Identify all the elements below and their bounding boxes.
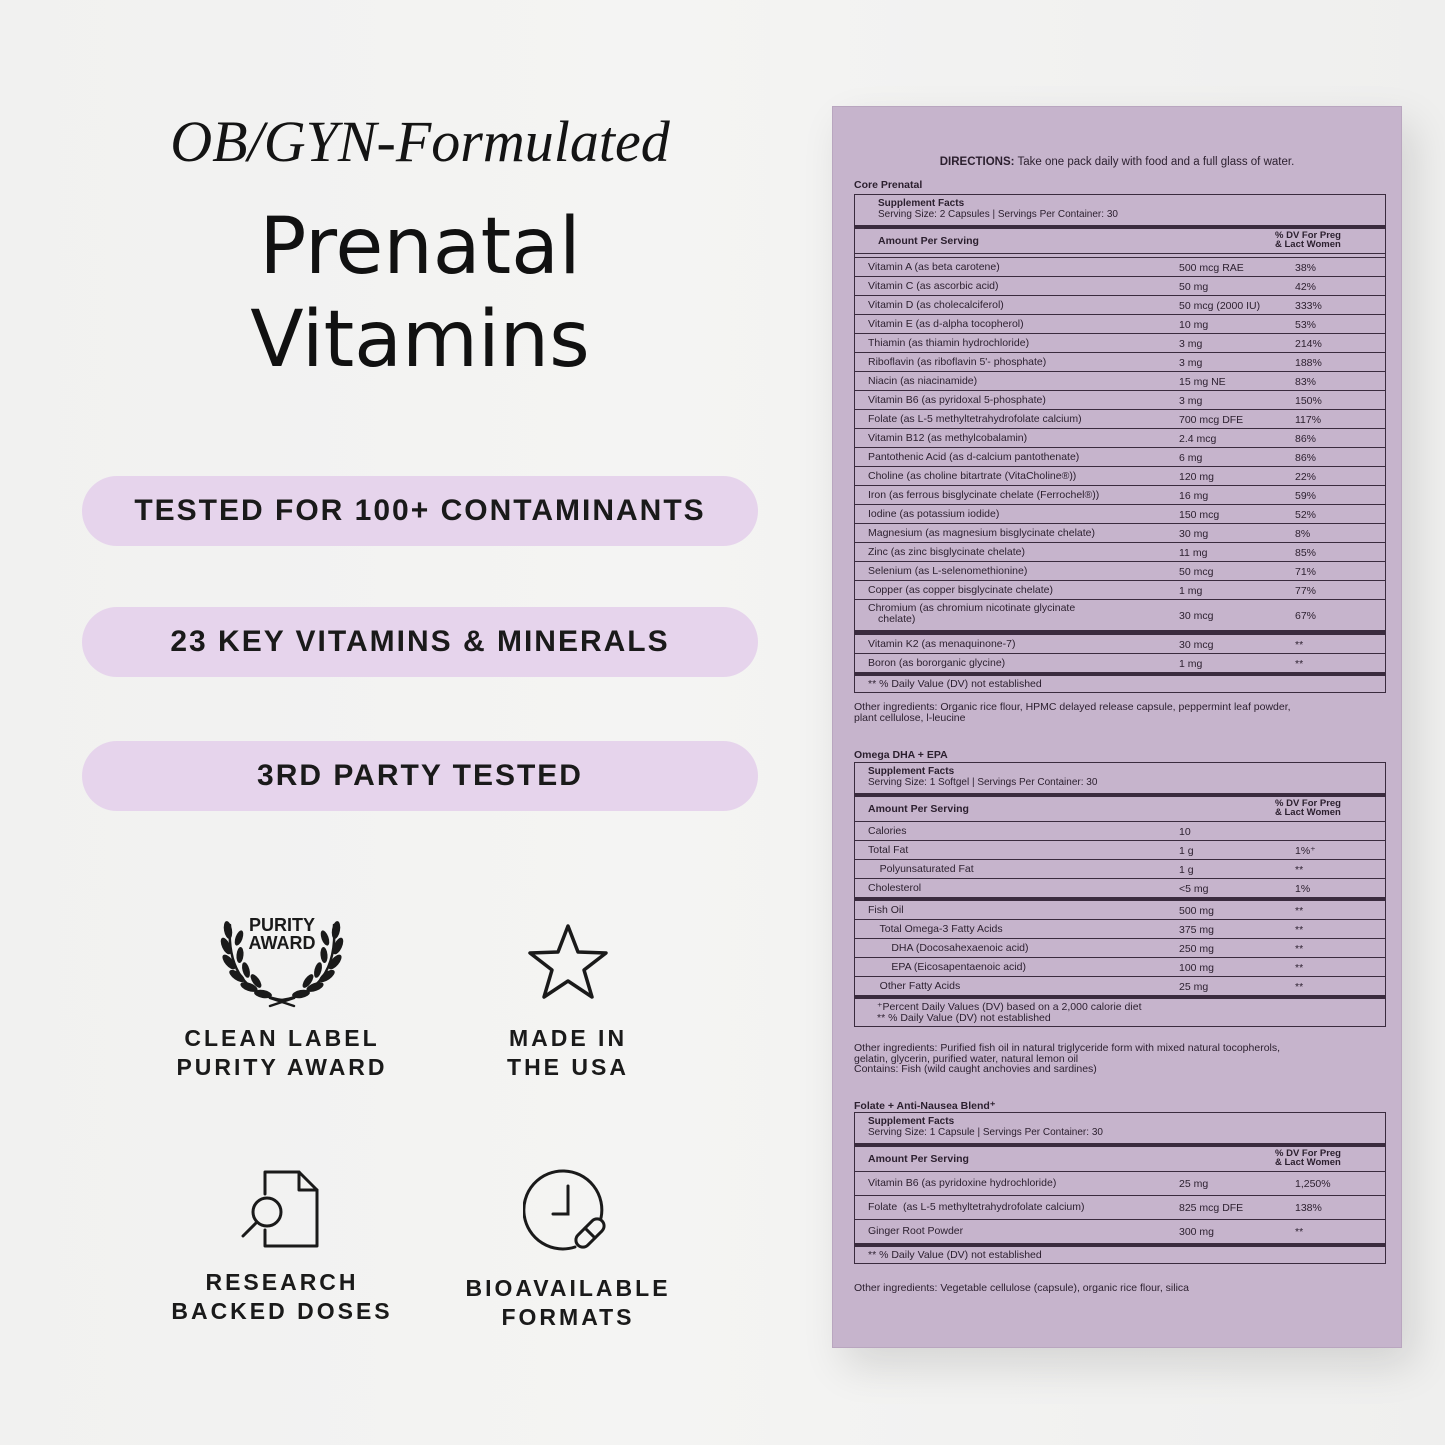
nutrient-name: Vitamin D (as cholecalciferol): [868, 299, 1004, 311]
dv-note: ** % Daily Value (DV) not established: [868, 678, 1042, 690]
nutrient-dv: 333%: [1295, 300, 1322, 312]
nutrient-row: [855, 486, 1385, 505]
nutrient-row: [855, 822, 1385, 841]
nutrient-amount: 120 mg: [1179, 471, 1215, 483]
nutrient-name: Copper (as copper bisglycinate chelate): [868, 584, 1054, 596]
nutrient-name: Niacin (as niacinamide): [868, 375, 978, 387]
nutrient-row: [855, 654, 1385, 672]
nutrient-amount: 700 mcg DFE: [1179, 414, 1244, 426]
nutrient-name: Iron (as ferrous bisglycinate chelate (Ferrochel®)): [868, 489, 1100, 501]
nutrient-row: [855, 258, 1385, 277]
nutrient-dv: 71%: [1295, 566, 1317, 578]
feature-research-backed: [132, 1168, 432, 1326]
nutrient-name: Polyunsaturated Fat: [868, 863, 974, 875]
nutrient-row: [855, 1220, 1385, 1243]
nutrient-row: [855, 562, 1385, 581]
sf-header: Supplement Facts Serving Size: 1 Softgel | Servings Per Container: 30: [868, 766, 1098, 788]
nutrient-row: [855, 391, 1385, 410]
nutrient-dv: 22%: [1295, 471, 1317, 483]
omega-facts-panel: [854, 762, 1386, 1027]
directions: DIRECTIONS: Take one pack daily with food and a full glass of water.: [939, 156, 1295, 168]
nutrient-name: Vitamin C (as ascorbic acid): [868, 280, 999, 292]
nutrient-row: [855, 315, 1385, 334]
nutrient-name: Selenium (as L-selenomethionine): [868, 565, 1028, 577]
nutrient-amount: 50 mcg: [1179, 566, 1214, 578]
nutrient-dv: **: [1295, 924, 1304, 936]
nutrient-amount: 30 mg: [1179, 528, 1209, 540]
nutrient-dv: 8%: [1295, 528, 1311, 540]
nutrient-dv: **: [1295, 981, 1304, 993]
nutrient-dv: **: [1295, 962, 1304, 974]
nutrient-name: Fish Oil: [868, 904, 904, 916]
nutrient-name: Riboflavin (as riboflavin 5'- phosphate): [868, 356, 1047, 368]
core-other-ingredients: Other ingredients: Organic rice flour, HPMC delayed release capsule, peppermint leaf powder, plant cellulose, l-leucine: [854, 701, 1291, 724]
nutrient-amount: 250 mg: [1179, 943, 1215, 955]
nutrient-row: [855, 939, 1385, 958]
nutrient-dv: 85%: [1295, 547, 1317, 559]
nutrient-row: [855, 277, 1385, 296]
nutrient-name: Zinc (as zinc bisglycinate chelate): [868, 546, 1025, 558]
nutrient-dv: 53%: [1295, 319, 1317, 331]
nutrient-amount: 6 mg: [1179, 452, 1203, 464]
nutrient-dv: 150%: [1295, 395, 1322, 407]
nutrient-dv: **: [1295, 905, 1304, 917]
nutrient-row: [855, 977, 1385, 995]
nutrient-row: [855, 1172, 1385, 1196]
folate-facts-panel: [854, 1112, 1386, 1264]
nutrient-amount: 1 mg: [1179, 658, 1203, 670]
nutrient-name: Choline (as choline bitartrate (VitaCholine®)): [868, 470, 1077, 482]
nutrient-amount: 3 mg: [1179, 338, 1203, 350]
nutrient-row: [855, 410, 1385, 429]
nutrient-name: Vitamin B12 (as methylcobalamin): [868, 432, 1028, 444]
nutrient-row: [855, 841, 1385, 860]
nutrient-amount: 3 mg: [1179, 395, 1203, 407]
pill-third-party: 3RD PARTY TESTED: [82, 741, 758, 811]
svg-text:PURITY: PURITY: [248, 915, 316, 935]
nutrient-amount: 375 mg: [1179, 924, 1215, 936]
nutrient-name: Calories: [868, 825, 907, 837]
nutrient-amount: 150 mcg: [1179, 509, 1220, 521]
nutrient-amount: 3 mg: [1179, 357, 1203, 369]
nutrient-amount: 11 mg: [1179, 547, 1208, 559]
nutrient-row: [855, 372, 1385, 391]
nutrient-name: Folate (as L-5 methyltetrahydrofolate calcium): [868, 413, 1082, 425]
title-line-2: Vitamins: [250, 295, 590, 385]
nutrient-name: Cholesterol: [868, 882, 922, 894]
nutrient-amount: 50 mg: [1179, 281, 1209, 293]
nutrient-dv: 86%: [1295, 433, 1317, 445]
nutrient-amount: 500 mcg RAE: [1179, 262, 1244, 274]
nutrient-name: Vitamin B6 (as pyridoxal 5-phosphate): [868, 394, 1046, 406]
nutrient-name: Vitamin E (as d-alpha tocopherol): [868, 318, 1024, 330]
nutrient-row: [855, 467, 1385, 486]
nutrient-row: [855, 1196, 1385, 1220]
nutrient-amount: 300 mg: [1179, 1226, 1215, 1238]
nutrient-amount: 2.4 mcg: [1179, 433, 1217, 445]
pill-contaminants: TESTED FOR 100+ CONTAMINANTS: [82, 476, 758, 546]
nutrient-row: [855, 543, 1385, 562]
nutrient-dv: **: [1295, 864, 1304, 876]
nutrient-dv: 214%: [1295, 338, 1322, 350]
nutrient-row: [855, 879, 1385, 897]
nutrient-amount: 500 mg: [1179, 905, 1215, 917]
amount-header: Amount Per Serving % DV For Preg & Lact Women: [855, 229, 1385, 254]
nutrient-dv: 1%⁺: [1295, 845, 1316, 857]
star-icon: [526, 920, 610, 1004]
feature-label: BIOAVAILABLE FORMATS: [465, 1275, 671, 1330]
nutrient-amount: 25 mg: [1179, 1178, 1209, 1190]
subtitle: OB/GYN-Formulated: [170, 109, 670, 174]
nutrient-dv: 77%: [1295, 585, 1317, 597]
nutrient-name: Other Fatty Acids: [868, 980, 961, 992]
feature-label: MADE IN THE USA: [507, 1025, 629, 1080]
nutrient-row: [855, 505, 1385, 524]
nutrient-amount: 15 mg NE: [1179, 376, 1226, 388]
dv-note: ⁺Percent Daily Values (DV) based on a 2,000 calorie diet ** % Daily Value (DV) not established: [877, 1001, 1142, 1024]
nutrient-row: [855, 296, 1385, 315]
amount-header: Amount Per Serving % DV For Preg & Lact Women: [855, 1147, 1385, 1172]
nutrient-amount: 25 mg: [1179, 981, 1209, 993]
sf-header: Supplement Facts Serving Size: 1 Capsule | Servings Per Container: 30: [868, 1116, 1103, 1138]
omega-other-ingredients: Other ingredients: Purified fish oil in natural triglyceride form with mixed natural tocopherols, gelatin, glycerin, purified water, natural lemon oil Contains: Fish (wild caught anchovies and sardines): [854, 1042, 1281, 1075]
nutrient-name: Iodine (as potassium iodide): [868, 508, 1000, 520]
svg-text:AWARD: AWARD: [248, 933, 316, 953]
nutrient-name: Pantothenic Acid (as d-calcium pantothenate): [868, 451, 1080, 463]
feature-label: RESEARCH BACKED DOSES: [171, 1269, 393, 1324]
nutrient-name: Vitamin B6 (as pyridoxine hydrochloride): [868, 1177, 1057, 1189]
nutrient-dv: 1%: [1295, 883, 1311, 895]
nutrient-dv: 42%: [1295, 281, 1317, 293]
nutrient-row: [855, 920, 1385, 939]
nutrient-row: [855, 860, 1385, 879]
feature-made-in-usa: [418, 920, 718, 1082]
nutrient-dv: 86%: [1295, 452, 1317, 464]
folate-other-ingredients: Other ingredients: Vegetable cellulose (capsule), organic rice flour, silica: [854, 1282, 1190, 1294]
feature-bioavailable: [418, 1166, 718, 1332]
core-title: Core Prenatal: [854, 179, 923, 191]
nutrient-name: EPA (Eicosapentaenoic acid): [868, 961, 1026, 973]
nutrient-amount: 825 mcg DFE: [1179, 1202, 1244, 1214]
folate-title: Folate + Anti-Nausea Blend⁺: [854, 1100, 996, 1112]
nutrient-row: [855, 448, 1385, 467]
nutrient-name: Total Fat: [868, 844, 909, 856]
nutrient-amount: <5 mg: [1179, 883, 1209, 895]
nutrient-row: [855, 958, 1385, 977]
nutrient-dv: **: [1295, 658, 1304, 670]
dv-note: ** % Daily Value (DV) not established: [868, 1249, 1042, 1261]
feature-label: CLEAN LABEL PURITY AWARD: [176, 1025, 388, 1080]
nutrient-name: Boron (as bororganic glycine): [868, 657, 1006, 669]
sf-header: Supplement Facts Serving Size: 2 Capsules | Servings Per Container: 30: [878, 198, 1118, 220]
nutrient-amount: 1 g: [1179, 864, 1194, 876]
nutrient-name: DHA (Docosahexaenoic acid): [868, 942, 1029, 954]
nutrient-dv: 1,250%: [1295, 1178, 1331, 1190]
supplement-facts-box: [832, 106, 1402, 1348]
omega-title: Omega DHA + EPA: [854, 749, 948, 761]
nutrient-name: Vitamin A (as beta carotene): [868, 261, 1000, 273]
nutrient-name: Thiamin (as thiamin hydrochloride): [868, 337, 1030, 349]
nutrient-amount: 1 g: [1179, 845, 1194, 857]
nutrient-dv: 117%: [1295, 414, 1322, 426]
nutrient-amount: 16 mg: [1179, 490, 1209, 502]
nutrient-dv: 138%: [1295, 1202, 1322, 1214]
nutrient-row: [855, 635, 1385, 654]
nutrient-name: Ginger Root Powder: [868, 1225, 964, 1237]
clock-capsule-icon: [523, 1166, 613, 1256]
nutrient-amount: 1 mg: [1179, 585, 1203, 597]
nutrient-row: Chromium (as chromium nicotinate glycinate chelate) 30 mcg 67%: [855, 600, 1385, 631]
core-facts-panel: [854, 194, 1386, 693]
nutrient-dv: 83%: [1295, 376, 1317, 388]
title-line-1: Prenatal: [259, 202, 581, 292]
nutrient-row: [855, 524, 1385, 543]
nutrient-row: [855, 429, 1385, 448]
nutrient-name: Total Omega-3 Fatty Acids: [868, 923, 1003, 935]
nutrient-name: Magnesium (as magnesium bisglycinate chelate): [868, 527, 1096, 539]
nutrient-dv: 52%: [1295, 509, 1317, 521]
nutrient-dv: 59%: [1295, 490, 1317, 502]
nutrient-name: Vitamin K2 (as menaquinone-7): [868, 638, 1016, 650]
document-search-icon: [237, 1168, 327, 1252]
pill-vitamins-minerals: 23 KEY VITAMINS & MINERALS: [82, 607, 758, 677]
nutrient-row: [855, 353, 1385, 372]
nutrient-name: Folate (as L-5 methyltetrahydrofolate calcium): [868, 1201, 1085, 1213]
nutrient-amount: 10 mg: [1179, 319, 1209, 331]
nutrient-row: [855, 581, 1385, 600]
laurel-award-icon: [212, 900, 352, 1010]
amount-header: Amount Per Serving % DV For Preg & Lact Women: [855, 797, 1385, 822]
nutrient-dv: **: [1295, 943, 1304, 955]
nutrient-dv: 188%: [1295, 357, 1322, 369]
feature-purity-award: [132, 900, 432, 1082]
nutrient-amount: 100 mg: [1179, 962, 1215, 974]
nutrient-dv: **: [1295, 1226, 1304, 1238]
nutrient-row: [855, 901, 1385, 920]
nutrient-row: [855, 334, 1385, 353]
nutrient-amount: 50 mcg (2000 IU): [1179, 300, 1261, 312]
nutrient-amount: 10: [1179, 826, 1191, 838]
nutrient-dv: **: [1295, 639, 1304, 651]
nutrient-dv: 38%: [1295, 262, 1317, 274]
nutrient-amount: 30 mcg: [1179, 639, 1214, 651]
